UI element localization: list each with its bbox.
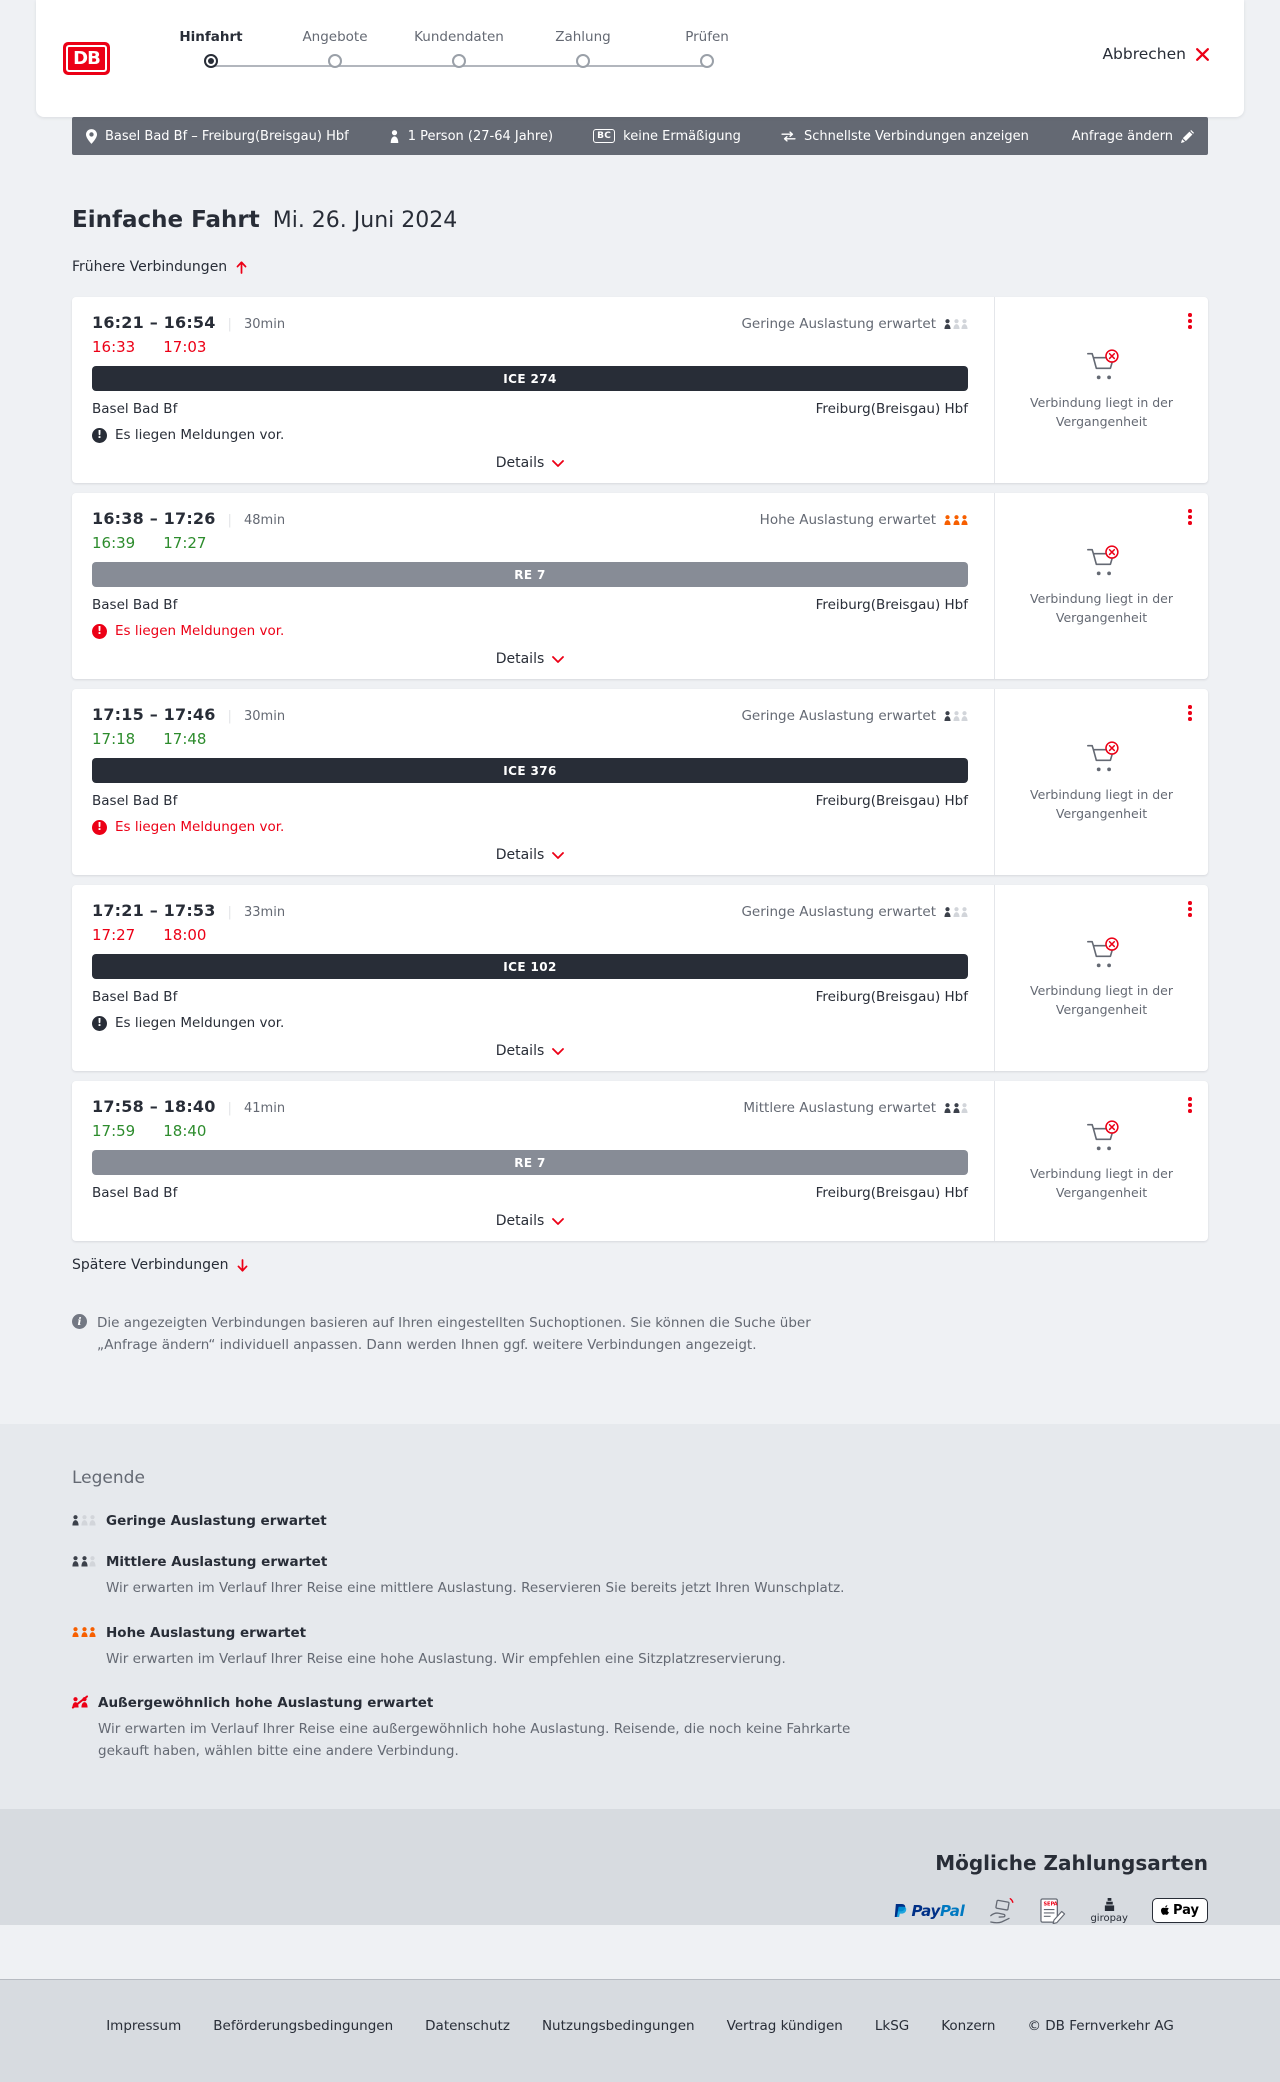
notice-text: Die angezeigten Verbindungen basieren auf Ihren eingestellten Suchoptionen. Sie können die Suche über „Anfrage ändern“ individuell anpassen. Dann werden Ihnen ggf. weitere Verbindungen angezeigt. — [97, 1315, 811, 1353]
duration: | 30min — [228, 709, 285, 724]
connection-main — [72, 885, 994, 1071]
connection-side-panel — [994, 689, 1208, 875]
origin-station: Basel Bad Bf — [92, 989, 178, 1005]
occupancy-label: Geringe Auslastung erwartet — [741, 708, 936, 724]
stations-row — [92, 597, 968, 613]
occupancy-high-icon — [72, 1627, 96, 1638]
stations-row — [92, 793, 968, 809]
realtime-arrival: 18:40 — [163, 1122, 207, 1140]
occupancy-indicator — [743, 1100, 968, 1116]
connection-card — [72, 1081, 1208, 1241]
paypal-icon — [894, 1903, 907, 1918]
messages-row — [92, 1015, 968, 1031]
page-title — [72, 207, 1208, 233]
paypal-logo: PayPal — [894, 1902, 964, 1920]
arrow-down-icon — [237, 1259, 248, 1272]
chevron-down-icon — [552, 852, 564, 859]
realtime-arrival: 17:03 — [163, 338, 207, 356]
cancel-button[interactable] — [1102, 45, 1210, 63]
occupancy-label: Geringe Auslastung erwartet — [741, 316, 936, 332]
duration: | 41min — [228, 1101, 285, 1116]
realtime-departure: 17:18 — [92, 730, 136, 748]
messages-text: Es liegen Meldungen vor. — [115, 623, 285, 639]
step-dot-icon — [452, 54, 466, 68]
connections-list — [72, 297, 1208, 1241]
close-icon — [1195, 47, 1210, 62]
person-icon — [389, 130, 400, 143]
giropay-icon — [1103, 1898, 1116, 1911]
realtime-arrival: 17:48 — [163, 730, 207, 748]
legend-label: Hohe Auslastung erwartet — [106, 1624, 307, 1641]
legend-label: Außergewöhnlich hohe Auslastung erwartet — [98, 1695, 434, 1712]
legend-label: Mittlere Auslastung erwartet — [106, 1554, 328, 1571]
pencil-icon — [1181, 130, 1194, 143]
legend-title: Legende — [72, 1468, 145, 1489]
train-label-bar: RE 7 — [92, 562, 968, 587]
alert-icon — [92, 820, 107, 835]
realtime-departure: 16:39 — [92, 534, 136, 552]
duration: | 30min — [228, 317, 285, 332]
occupancy-label: Geringe Auslastung erwartet — [741, 904, 936, 920]
step-label: Angebote — [302, 29, 368, 45]
fastest-connections-label: Schnellste Verbindungen anzeigen — [803, 128, 1029, 144]
duration: | 33min — [228, 905, 285, 920]
realtime-row — [92, 1122, 968, 1140]
connection-main — [72, 493, 994, 679]
occupancy-high-icon — [944, 515, 968, 526]
messages-text: Es liegen Meldungen vor. — [115, 427, 285, 443]
payment-section — [0, 1809, 1280, 1925]
location-pin-icon — [86, 129, 97, 144]
past-connection-note: Verbindung liegt in der Vergangenheit — [1029, 1165, 1173, 1200]
footer-link-nutzungsbedingungen[interactable]: Nutzungsbedingungen — [541, 2017, 695, 2034]
connection-card — [72, 297, 1208, 483]
past-connection-note: Verbindung liegt in der Vergangenheit — [1029, 394, 1173, 429]
change-request-button[interactable] — [1072, 129, 1194, 144]
footer-links — [40, 2018, 1240, 2034]
alert-icon — [92, 428, 107, 443]
more-options-button[interactable] — [1184, 701, 1196, 725]
footer-link-befoerderungsbedingungen[interactable]: Beförderungsbedingungen — [213, 2017, 394, 2034]
step-label: Hinfahrt — [179, 29, 243, 45]
results-section — [0, 155, 1280, 1424]
arrow-up-icon — [236, 261, 247, 274]
connection-card — [72, 689, 1208, 875]
realtime-arrival: 18:00 — [163, 926, 207, 944]
step-hinfahrt[interactable] — [149, 29, 273, 68]
db-logo — [63, 42, 110, 75]
step-dot-icon — [700, 54, 714, 68]
details-button[interactable] — [496, 651, 565, 667]
more-options-button[interactable] — [1184, 505, 1196, 529]
chevron-down-icon — [552, 1048, 564, 1055]
destination-station: Freiburg(Breisgau) Hbf — [815, 793, 968, 809]
occupancy-indicator — [741, 904, 968, 920]
stations-row — [92, 401, 968, 417]
cart-unavailable-icon — [1083, 349, 1121, 383]
trip-discount — [593, 129, 741, 144]
details-button[interactable] — [496, 1043, 565, 1059]
chevron-down-icon — [552, 656, 564, 663]
details-button[interactable] — [496, 847, 565, 863]
occupancy-low-icon — [944, 907, 968, 918]
details-label: Details — [495, 1213, 545, 1229]
occupancy-low-icon — [944, 319, 968, 330]
train-label-bar: ICE 376 — [92, 758, 968, 783]
step-angebote[interactable] — [273, 29, 397, 68]
legend-item-low — [72, 1513, 1208, 1529]
page-footer — [0, 1979, 1280, 2082]
step-dot-icon — [328, 54, 342, 68]
realtime-departure: 17:27 — [92, 926, 136, 944]
info-icon — [72, 1314, 87, 1329]
footer-link-datenschutz[interactable]: Datenschutz — [425, 2017, 510, 2034]
messages-row — [92, 623, 968, 639]
connection-main — [72, 689, 994, 875]
step-label: Kundendaten — [414, 29, 504, 45]
cancel-label: Abbrechen — [1102, 45, 1186, 63]
origin-station: Basel Bad Bf — [92, 401, 178, 417]
step-kundendaten[interactable] — [397, 29, 521, 68]
db-logo-text: DB — [73, 48, 100, 69]
stations-row — [92, 989, 968, 1005]
realtime-arrival: 17:27 — [163, 534, 207, 552]
origin-station: Basel Bad Bf — [92, 1185, 178, 1201]
connection-main — [72, 1081, 994, 1241]
realtime-row — [92, 926, 968, 944]
trip-summary-bar — [72, 117, 1208, 155]
details-label: Details — [495, 455, 545, 471]
details-label: Details — [495, 847, 545, 863]
origin-station: Basel Bad Bf — [92, 793, 178, 809]
details-button[interactable] — [496, 455, 565, 471]
footer-link-impressum[interactable]: Impressum — [106, 2017, 182, 2034]
time-range: 17:15 – 17:46 — [92, 705, 216, 724]
destination-station: Freiburg(Breisgau) Hbf — [815, 401, 968, 417]
progress-steps — [149, 29, 769, 68]
duration: | 48min — [228, 513, 285, 528]
messages-row — [92, 427, 968, 443]
occupancy-exceptional-icon — [72, 1697, 88, 1708]
occupancy-indicator — [741, 708, 968, 724]
apple-icon — [1161, 1905, 1170, 1916]
legend-description: Wir erwarten im Verlauf Ihrer Reise eine außergewöhnlich hohe Auslastung. Reisende, die noch keine Fahrkarte gekauft haben, wählen bitte eine andere Verbindung. — [98, 1721, 851, 1759]
occupancy-label: Mittlere Auslastung erwartet — [743, 1100, 936, 1116]
connection-main — [72, 297, 994, 483]
fastest-connections-option[interactable] — [781, 129, 1029, 144]
past-connection-note: Verbindung liegt in der Vergangenheit — [1029, 590, 1173, 625]
occupancy-label: Hohe Auslastung erwartet — [759, 512, 936, 528]
alert-icon — [92, 1016, 107, 1031]
legend-description: Wir erwarten im Verlauf Ihrer Reise eine hohe Auslastung. Wir empfehlen eine Sitzplatzreservierung. — [106, 1650, 786, 1667]
details-label: Details — [495, 1043, 545, 1059]
past-connection-note: Verbindung liegt in der Vergangenheit — [1029, 786, 1173, 821]
alert-icon — [92, 624, 107, 639]
more-options-button[interactable] — [1184, 1093, 1196, 1117]
earlier-connections-link[interactable] — [72, 259, 247, 275]
realtime-row — [92, 338, 968, 356]
legend-item-medium — [72, 1554, 1208, 1600]
route-text: Basel Bad Bf – Freiburg(Breisgau) Hbf — [105, 128, 349, 144]
step-dot-active-icon — [204, 54, 218, 68]
app-header — [36, 0, 1244, 117]
legend-item-exceptional — [72, 1695, 1208, 1762]
creditcard-hand-icon — [988, 1897, 1016, 1925]
details-button[interactable] — [496, 1213, 565, 1229]
footer-link-vertrag-kuendigen[interactable]: Vertrag kündigen — [726, 2017, 843, 2034]
connection-side-panel — [994, 1081, 1208, 1241]
connection-side-panel — [994, 297, 1208, 483]
realtime-row — [92, 730, 968, 748]
legend-description: Wir erwarten im Verlauf Ihrer Reise eine mittlere Auslastung. Reservieren Sie bereits jetzt Ihren Wunschplatz. — [106, 1580, 845, 1597]
copyright: © DB Fernverkehr AG — [1027, 2017, 1174, 2034]
later-connections-label: Spätere Verbindungen — [72, 1257, 229, 1273]
occupancy-indicator — [741, 316, 968, 332]
legend-section — [0, 1424, 1280, 1808]
svg-text:SEPA: SEPA — [1043, 1901, 1058, 1908]
cart-unavailable-icon — [1083, 1120, 1121, 1154]
past-connection-note: Verbindung liegt in der Vergangenheit — [1029, 982, 1173, 1017]
bahncard-icon: BC — [593, 129, 615, 143]
occupancy-indicator — [760, 512, 968, 528]
step-pruefen[interactable] — [645, 29, 769, 68]
step-dot-icon — [576, 54, 590, 68]
swap-arrows-icon — [781, 131, 796, 142]
destination-station: Freiburg(Breisgau) Hbf — [815, 989, 968, 1005]
messages-row — [92, 819, 968, 835]
train-label-bar: ICE 102 — [92, 954, 968, 979]
connection-side-panel — [994, 885, 1208, 1071]
chevron-down-icon — [552, 460, 564, 467]
connection-card — [72, 885, 1208, 1071]
origin-station: Basel Bad Bf — [92, 597, 178, 613]
destination-station: Freiburg(Breisgau) Hbf — [815, 597, 968, 613]
more-options-button[interactable] — [1184, 309, 1196, 333]
realtime-departure: 17:59 — [92, 1122, 136, 1140]
legend-item-high — [72, 1625, 1208, 1671]
passengers-text: 1 Person (27-64 Jahre) — [407, 128, 554, 144]
later-connections-link[interactable] — [72, 1257, 248, 1273]
details-label: Details — [495, 651, 545, 667]
search-options-notice — [72, 1313, 1208, 1356]
legend-label: Geringe Auslastung erwartet — [106, 1513, 327, 1530]
destination-station: Freiburg(Breisgau) Hbf — [815, 1185, 968, 1201]
messages-text: Es liegen Meldungen vor. — [115, 819, 285, 835]
sepa-lastschrift-icon — [1040, 1898, 1066, 1924]
apple-pay-badge: Pay — [1152, 1898, 1208, 1923]
travel-date: Mi. 26. Juni 2024 — [272, 208, 458, 233]
step-zahlung[interactable] — [521, 29, 645, 68]
giropay-logo: giropay — [1090, 1898, 1128, 1924]
discount-text: keine Ermäßigung — [623, 128, 741, 144]
time-range: 17:58 – 18:40 — [92, 1097, 216, 1116]
train-label-bar: ICE 274 — [92, 366, 968, 391]
stations-row — [92, 1185, 968, 1201]
payment-methods — [72, 1897, 1208, 1925]
trip-passengers — [389, 129, 553, 144]
time-range: 17:21 – 17:53 — [92, 901, 216, 920]
trip-type-title: Einfache Fahrt — [72, 207, 260, 233]
messages-text: Es liegen Meldungen vor. — [115, 1015, 285, 1031]
footer-link-konzern[interactable]: Konzern — [941, 2017, 996, 2034]
change-request-label: Anfrage ändern — [1071, 128, 1173, 144]
earlier-connections-label: Frühere Verbindungen — [72, 259, 228, 275]
chevron-down-icon — [552, 1218, 564, 1225]
step-label: Prüfen — [685, 29, 729, 45]
realtime-row — [92, 534, 968, 552]
payment-title: Mögliche Zahlungsarten — [935, 1850, 1208, 1875]
cart-unavailable-icon — [1083, 741, 1121, 775]
footer-link-lksg[interactable]: LkSG — [874, 2017, 910, 2034]
occupancy-medium-icon — [72, 1556, 96, 1567]
cart-unavailable-icon — [1083, 545, 1121, 579]
cart-unavailable-icon — [1083, 937, 1121, 971]
more-options-button[interactable] — [1184, 897, 1196, 921]
connection-card — [72, 493, 1208, 679]
occupancy-medium-icon — [944, 1103, 968, 1114]
connection-side-panel — [994, 493, 1208, 679]
time-range: 16:21 – 16:54 — [92, 313, 216, 332]
train-label-bar: RE 7 — [92, 1150, 968, 1175]
step-label: Zahlung — [555, 29, 611, 45]
realtime-departure: 16:33 — [92, 338, 136, 356]
occupancy-low-icon — [944, 711, 968, 722]
time-range: 16:38 – 17:26 — [92, 509, 216, 528]
occupancy-low-icon — [72, 1515, 96, 1526]
trip-route — [86, 129, 349, 144]
